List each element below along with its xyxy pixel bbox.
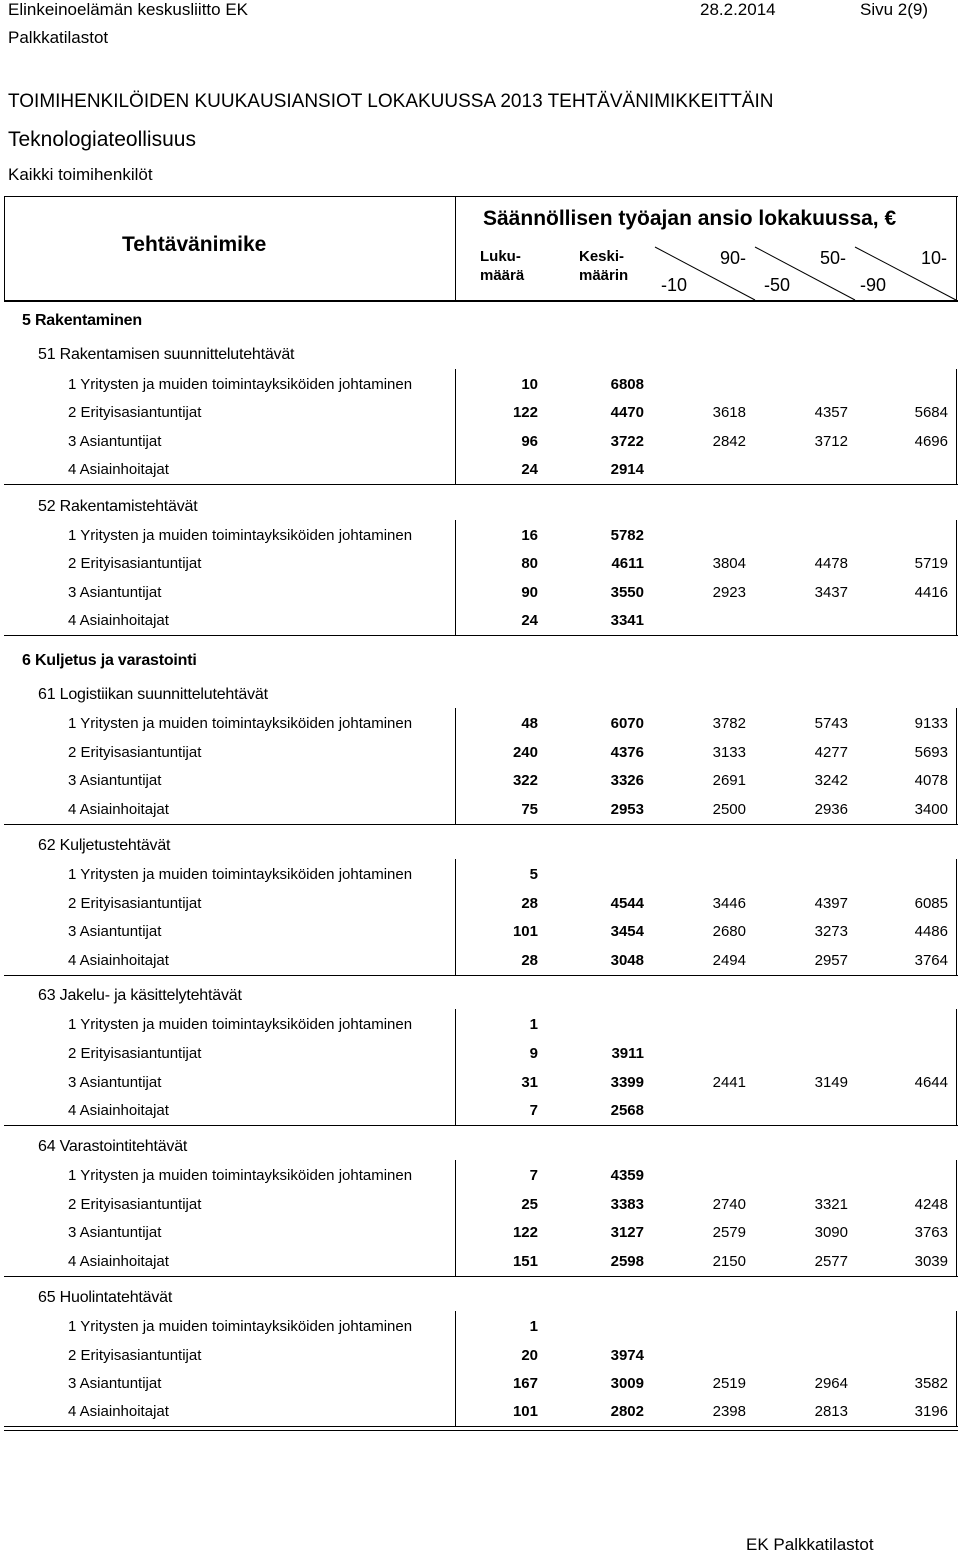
row-label: 4 Asiainhoitajat <box>68 612 169 629</box>
decile-10-cell: 2842 <box>712 433 746 450</box>
count-cell: 101 <box>512 923 538 940</box>
table-row <box>0 1040 960 1068</box>
decile-90-cell: 9133 <box>914 715 948 732</box>
table-row <box>0 1191 960 1219</box>
row-label: 4 Asiainhoitajat <box>68 1403 169 1420</box>
group-heading: 51 Rakentamisen suunnittelutehtävät <box>38 346 295 363</box>
column-divider <box>956 708 957 824</box>
mean-cell: 3974 <box>610 1347 644 1364</box>
group-heading: 65 Huolintatehtävät <box>38 1289 173 1306</box>
table-row <box>0 550 960 578</box>
row-divider <box>4 1125 958 1126</box>
column-divider <box>956 520 957 635</box>
mean-cell: 3326 <box>610 772 644 789</box>
row-label: 1 Yritysten ja muiden toimintayksiköiden johtaminen <box>68 1167 413 1184</box>
count-cell: 80 <box>521 555 538 572</box>
row-divider <box>4 975 958 976</box>
row-label: 3 Asiantuntijat <box>68 1375 162 1392</box>
count-cell: 5 <box>529 866 538 883</box>
decile-90-cell: 6085 <box>914 895 948 912</box>
count-header-1: Luku- <box>480 248 521 265</box>
row-label: 2 Erityisasiantuntijat <box>68 1196 202 1213</box>
footer-text: EK Palkkatilastot <box>746 1535 874 1554</box>
mean-cell: 3127 <box>610 1224 644 1241</box>
row-label: 1 Yritysten ja muiden toimintayksiköiden johtaminen <box>68 1318 413 1335</box>
mean-cell: 2914 <box>610 461 644 478</box>
table-row <box>0 1097 960 1125</box>
table-row <box>0 710 960 738</box>
decile-90-cell: 4644 <box>914 1074 948 1091</box>
table-row <box>0 947 960 975</box>
median-cell: 3321 <box>814 1196 848 1213</box>
decile-90-cell: 4248 <box>914 1196 948 1213</box>
table-row <box>0 1370 960 1398</box>
table-row <box>0 607 960 635</box>
decile-90-cell: 4416 <box>914 584 948 601</box>
table-row <box>0 1313 960 1341</box>
row-label: 4 Asiainhoitajat <box>68 1102 169 1119</box>
count-cell: 101 <box>512 1403 538 1420</box>
row-divider <box>4 1426 958 1427</box>
report-date: 28.2.2014 <box>700 0 776 19</box>
earnings-header: Säännöllisen työajan ansio lokakuussa, € <box>483 207 897 230</box>
count-cell: 7 <box>529 1167 538 1184</box>
decile-10-cell: 2398 <box>712 1403 746 1420</box>
group-heading: 52 Rakentamistehtävät <box>38 498 198 515</box>
mean-cell: 3009 <box>610 1375 644 1392</box>
decile-10-cell: 2740 <box>712 1196 746 1213</box>
column-divider <box>455 1009 456 1125</box>
table-bottom-border <box>4 1430 958 1431</box>
mean-cell: 4611 <box>611 555 644 572</box>
mean-cell: 2802 <box>610 1403 644 1420</box>
row-label: 1 Yritysten ja muiden toimintayksiköiden johtaminen <box>68 715 413 732</box>
mean-cell: 2953 <box>610 801 644 818</box>
decile-10-cell: 2500 <box>712 801 746 818</box>
table-row <box>0 1011 960 1039</box>
decile-10-cell: 3782 <box>712 715 746 732</box>
count-cell: 167 <box>512 1375 538 1392</box>
median-cell: 2964 <box>814 1375 848 1392</box>
decile-90-cell: 4486 <box>914 923 948 940</box>
row-label: 2 Erityisasiantuntijat <box>68 404 202 421</box>
table-row <box>0 767 960 795</box>
row-label: 2 Erityisasiantuntijat <box>68 555 202 572</box>
row-label: 3 Asiantuntijat <box>68 1224 162 1241</box>
mean-cell: 3341 <box>610 612 644 629</box>
table-row <box>0 1342 960 1370</box>
column-divider <box>455 708 456 824</box>
table-row <box>0 371 960 399</box>
count-cell: 9 <box>529 1045 538 1062</box>
table-row <box>0 399 960 427</box>
table-row <box>0 456 960 484</box>
column-divider <box>956 859 957 975</box>
count-header-2: määrä <box>480 267 525 284</box>
category-heading: 5 Rakentaminen <box>22 312 142 329</box>
mean-cell: 4359 <box>610 1167 644 1184</box>
row-label: 4 Asiainhoitajat <box>68 1253 169 1270</box>
median-cell: 4357 <box>814 404 848 421</box>
row-divider <box>4 824 958 825</box>
count-cell: 151 <box>512 1253 538 1270</box>
scope-title: Kaikki toimihenkilöt <box>8 165 153 184</box>
count-cell: 122 <box>512 404 538 421</box>
count-cell: 240 <box>512 744 538 761</box>
row-divider <box>4 635 958 636</box>
mean-cell: 3454 <box>610 923 644 940</box>
table-row <box>0 522 960 550</box>
table-row <box>0 1248 960 1276</box>
group-heading: 63 Jakelu- ja käsittelytehtävät <box>38 987 242 1004</box>
row-label: 2 Erityisasiantuntijat <box>68 895 202 912</box>
page-number: Sivu 2(9) <box>860 0 929 19</box>
report-subtitle: Palkkatilastot <box>8 28 109 47</box>
count-cell: 75 <box>521 801 538 818</box>
median-cell: 4478 <box>814 555 848 572</box>
decile-10-cell: 2691 <box>712 772 746 789</box>
decile-10-cell: 2579 <box>712 1224 746 1241</box>
count-cell: 25 <box>521 1196 538 1213</box>
decile-90-cell: 5719 <box>914 555 948 572</box>
row-label: 3 Asiantuntijat <box>68 772 162 789</box>
group-heading: 64 Varastointitehtävät <box>38 1138 188 1155</box>
mean-cell: 3722 <box>610 433 644 450</box>
median-cell: 5743 <box>814 715 848 732</box>
mean-header-1: Keski- <box>579 248 625 265</box>
row-label: 3 Asiantuntijat <box>68 584 162 601</box>
count-cell: 31 <box>521 1074 538 1091</box>
row-label: 2 Erityisasiantuntijat <box>68 1347 202 1364</box>
median-cell: 2577 <box>814 1253 848 1270</box>
row-label: 2 Erityisasiantuntijat <box>68 1045 202 1062</box>
table-row <box>0 890 960 918</box>
mean-cell: 3383 <box>610 1196 644 1213</box>
job-title-header: Tehtävänimike <box>122 233 267 256</box>
decile-10-cell: 2494 <box>712 952 746 969</box>
decile-10-cell: 3133 <box>712 744 746 761</box>
count-cell: 28 <box>521 952 538 969</box>
row-label: 1 Yritysten ja muiden toimintayksiköiden johtaminen <box>68 1016 413 1033</box>
median-cell: 2813 <box>814 1403 848 1420</box>
page-title: TOIMIHENKILÖIDEN KUUKAUSIANSIOT LOKAKUUSSA 2013 TEHTÄVÄNIMIKKEITTÄIN <box>8 91 774 112</box>
mean-cell: 6808 <box>610 376 644 393</box>
decile-10-cell: 3446 <box>712 895 746 912</box>
median-cell: 4277 <box>814 744 848 761</box>
decile-90-cell: 3400 <box>914 801 948 818</box>
org-name: Elinkeinoelämän keskusliitto EK <box>8 0 249 19</box>
count-cell: 48 <box>521 715 538 732</box>
decile-10-cell: 2519 <box>712 1375 746 1392</box>
median-cell: 3712 <box>814 433 848 450</box>
decile-10-cell: 3804 <box>712 555 746 572</box>
median-cell: 3149 <box>814 1074 848 1091</box>
median-cell: 2957 <box>814 952 848 969</box>
decile-10-cell: 2441 <box>712 1074 746 1091</box>
table-row <box>0 739 960 767</box>
group-heading: 61 Logistiikan suunnittelutehtävät <box>38 686 268 703</box>
mean-cell: 2598 <box>610 1253 644 1270</box>
mean-cell: 3048 <box>610 952 644 969</box>
mean-cell: 4544 <box>610 895 644 912</box>
row-label: 4 Asiainhoitajat <box>68 801 169 818</box>
decile-90-cell: 4696 <box>914 433 948 450</box>
mean-cell: 3911 <box>611 1045 644 1062</box>
median-cell: 3090 <box>814 1224 848 1241</box>
median-cell: 3273 <box>814 923 848 940</box>
decile-90-cell: 3582 <box>914 1375 948 1392</box>
mean-header-2: määrin <box>579 267 629 284</box>
column-divider <box>956 369 957 484</box>
count-cell: 10 <box>521 376 538 393</box>
row-label: 1 Yritysten ja muiden toimintayksiköiden johtaminen <box>68 376 413 393</box>
column-divider <box>956 1311 957 1426</box>
column-divider <box>956 1009 957 1125</box>
decile-90-top-label: 90- <box>720 248 747 268</box>
column-divider <box>455 1160 456 1276</box>
decile-90-cell: 3196 <box>914 1403 948 1420</box>
decile-header-diagonals <box>0 0 960 310</box>
median-cell: 3242 <box>814 772 848 789</box>
decile-90-cell: 5693 <box>914 744 948 761</box>
count-cell: 24 <box>521 461 538 478</box>
mean-cell: 4376 <box>610 744 644 761</box>
count-cell: 1 <box>529 1016 538 1033</box>
decile-10-cell: 3618 <box>712 404 746 421</box>
decile-10-cell: 2923 <box>712 584 746 601</box>
count-cell: 322 <box>512 772 538 789</box>
table-row <box>0 579 960 607</box>
decile-10-cell: 2680 <box>712 923 746 940</box>
median-cell: 4397 <box>814 895 848 912</box>
count-cell: 16 <box>521 527 538 544</box>
column-divider <box>455 369 456 484</box>
count-cell: 20 <box>521 1347 538 1364</box>
decile-50-bottom-label: -50 <box>764 275 791 295</box>
row-label: 3 Asiantuntijat <box>68 923 162 940</box>
median-cell: 2936 <box>814 801 848 818</box>
decile-10-label: -10 <box>661 275 688 295</box>
mean-cell: 6070 <box>610 715 644 732</box>
count-cell: 122 <box>512 1224 538 1241</box>
mean-cell: 5782 <box>610 527 644 544</box>
row-label: 1 Yritysten ja muiden toimintayksiköiden johtaminen <box>68 527 413 544</box>
mean-cell: 3399 <box>610 1074 644 1091</box>
table-row <box>0 796 960 824</box>
row-divider <box>4 1276 958 1277</box>
mean-cell: 3550 <box>610 584 644 601</box>
column-divider <box>455 859 456 975</box>
median-cell: 3437 <box>814 584 848 601</box>
count-cell: 90 <box>521 584 538 601</box>
mean-cell: 2568 <box>610 1102 644 1119</box>
decile-10-cell: 2150 <box>712 1253 746 1270</box>
decile-50-top-label: 50- <box>820 248 847 268</box>
decile-10-top-label: 10- <box>921 248 948 268</box>
row-label: 1 Yritysten ja muiden toimintayksiköiden johtaminen <box>68 866 413 883</box>
column-divider <box>956 1160 957 1276</box>
count-cell: 96 <box>521 433 538 450</box>
table-row <box>0 1219 960 1247</box>
table-row <box>0 861 960 889</box>
row-label: 3 Asiantuntijat <box>68 1074 162 1091</box>
industry-title: Teknologiateollisuus <box>8 128 196 151</box>
count-cell: 28 <box>521 895 538 912</box>
row-label: 4 Asiainhoitajat <box>68 952 169 969</box>
decile-90-cell: 4078 <box>914 772 948 789</box>
decile-90-cell: 3039 <box>914 1253 948 1270</box>
category-heading: 6 Kuljetus ja varastointi <box>22 652 197 669</box>
group-heading: 62 Kuljetustehtävät <box>38 837 171 854</box>
table-row <box>0 918 960 946</box>
row-label: 4 Asiainhoitajat <box>68 461 169 478</box>
row-divider <box>4 484 958 485</box>
table-row <box>0 428 960 456</box>
row-label: 2 Erityisasiantuntijat <box>68 744 202 761</box>
table-row <box>0 1162 960 1190</box>
row-label: 3 Asiantuntijat <box>68 433 162 450</box>
decile-90-cell: 3763 <box>914 1224 948 1241</box>
table-row <box>0 1069 960 1097</box>
column-divider <box>455 1311 456 1426</box>
mean-cell: 4470 <box>610 404 644 421</box>
count-cell: 7 <box>529 1102 538 1119</box>
count-cell: 1 <box>529 1318 538 1335</box>
table-row <box>0 1398 960 1426</box>
column-divider <box>455 520 456 635</box>
decile-90-cell: 5684 <box>914 404 948 421</box>
decile-90-cell: 3764 <box>914 952 948 969</box>
decile-90-bottom-label: -90 <box>860 275 887 295</box>
count-cell: 24 <box>521 612 538 629</box>
